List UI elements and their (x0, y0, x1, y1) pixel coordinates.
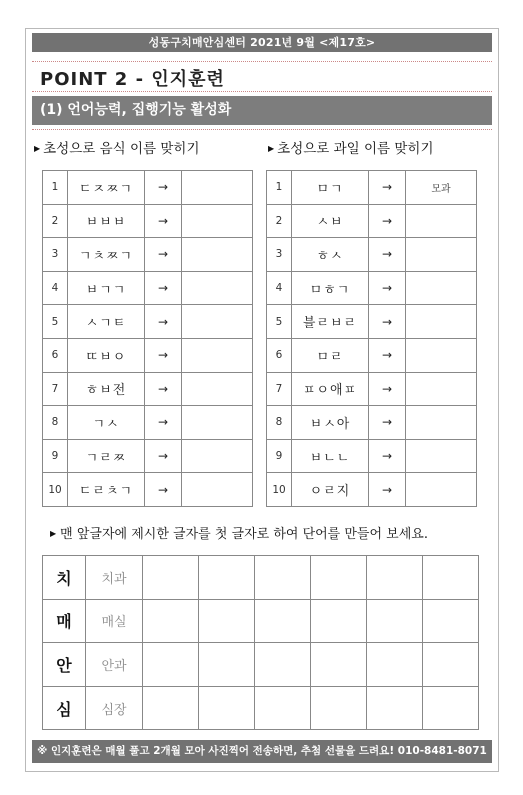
initial-consonant-hint: 블ㄹㅂㄹ (292, 305, 369, 339)
initial-consonant-hint: ㅁㄱ (292, 171, 369, 205)
blank-word-cell[interactable] (367, 643, 423, 687)
blank-word-cell[interactable] (311, 556, 367, 600)
answer-cell[interactable] (182, 238, 253, 272)
row-number: 4 (43, 271, 68, 305)
blank-word-cell[interactable] (367, 556, 423, 600)
row-number: 6 (43, 338, 68, 372)
arrow-icon: → (369, 372, 406, 406)
quiz-row (43, 271, 253, 305)
row-number: 5 (267, 305, 292, 339)
quiz-row (267, 406, 477, 440)
blank-word-cell[interactable] (143, 556, 199, 600)
right-quiz-heading-text: 초성으로 과일 이름 맞히기 (277, 141, 434, 157)
arrow-icon: → (369, 439, 406, 473)
answer-cell[interactable] (406, 338, 477, 372)
divider (32, 61, 492, 62)
blank-word-cell[interactable] (367, 686, 423, 730)
blank-word-cell[interactable] (423, 643, 479, 687)
triangle-bullet-icon: ▶ (268, 144, 275, 153)
word-row (43, 686, 479, 730)
row-number: 5 (43, 305, 68, 339)
row-number: 6 (267, 338, 292, 372)
triangle-bullet-icon: ▶ (34, 144, 41, 153)
word-row (43, 556, 479, 600)
worksheet-page (25, 28, 499, 772)
row-number: 9 (267, 439, 292, 473)
arrow-icon: → (369, 338, 406, 372)
initial-consonant-hint: ㅂㄴㄴ (292, 439, 369, 473)
blank-word-cell[interactable] (423, 556, 479, 600)
row-number: 4 (267, 271, 292, 305)
row-number: 10 (267, 473, 292, 507)
word-game-instruction (50, 523, 428, 542)
starting-character: 심 (43, 686, 86, 730)
blank-word-cell[interactable] (255, 643, 311, 687)
blank-word-cell[interactable] (367, 599, 423, 643)
answer-cell[interactable] (406, 271, 477, 305)
quiz-row (43, 406, 253, 440)
initial-consonant-hint: ㅁㅎㄱ (292, 271, 369, 305)
blank-word-cell[interactable] (199, 556, 255, 600)
answer-cell[interactable] (182, 171, 253, 205)
right-quiz-heading (268, 137, 433, 157)
arrow-icon: → (145, 271, 182, 305)
arrow-icon: → (145, 338, 182, 372)
blank-word-cell[interactable] (199, 599, 255, 643)
example-word: 치과 (86, 556, 143, 600)
initial-consonant-hint: ㅂㅅ아 (292, 406, 369, 440)
word-game-instruction-text: 맨 앞글자에 제시한 글자를 첫 글자로 하여 단어를 만들어 보세요. (60, 527, 428, 542)
blank-word-cell[interactable] (199, 643, 255, 687)
footer-notice: ※ 인지훈련은 매월 풀고 2개월 모아 사진찍어 전송하면, 추첨 선물을 드려요! 010-8481-8071 (32, 740, 492, 763)
arrow-icon: → (145, 406, 182, 440)
initial-consonant-hint: ㅍㅇ애ㅍ (292, 372, 369, 406)
initial-consonant-hint: ㅁㄹ (292, 338, 369, 372)
initial-consonant-hint: ㅂㄱㄱ (68, 271, 145, 305)
arrow-icon: → (145, 238, 182, 272)
initial-consonant-hint: ㄸㅂㅇ (68, 338, 145, 372)
answer-cell[interactable] (406, 238, 477, 272)
answer-cell[interactable] (406, 372, 477, 406)
left-quiz-heading (34, 137, 199, 157)
blank-word-cell[interactable] (423, 599, 479, 643)
section-heading: (1) 언어능력, 집행기능 활성화 (32, 96, 492, 125)
blank-word-cell[interactable] (143, 686, 199, 730)
blank-word-cell[interactable] (311, 643, 367, 687)
quiz-row (43, 238, 253, 272)
quiz-row (43, 171, 253, 205)
quiz-row (267, 238, 477, 272)
arrow-icon: → (145, 204, 182, 238)
initial-consonant-hint: ㅅㅂ (292, 204, 369, 238)
row-number: 2 (43, 204, 68, 238)
starting-character: 안 (43, 643, 86, 687)
arrow-icon: → (369, 406, 406, 440)
initial-consonant-hint: ㅎㅅ (292, 238, 369, 272)
answer-cell[interactable] (406, 305, 477, 339)
row-number: 3 (267, 238, 292, 272)
quiz-row (267, 271, 477, 305)
answer-cell[interactable] (182, 305, 253, 339)
blank-word-cell[interactable] (255, 686, 311, 730)
row-number: 10 (43, 473, 68, 507)
starting-character: 치 (43, 556, 86, 600)
example-word: 심장 (86, 686, 143, 730)
answer-cell[interactable] (182, 271, 253, 305)
fruit-quiz-table (266, 170, 477, 507)
row-number: 3 (43, 238, 68, 272)
food-quiz-table (42, 170, 253, 507)
row-number: 8 (267, 406, 292, 440)
blank-word-cell[interactable] (255, 556, 311, 600)
arrow-icon: → (145, 305, 182, 339)
quiz-row (43, 305, 253, 339)
row-number: 1 (43, 171, 68, 205)
row-number: 2 (267, 204, 292, 238)
arrow-icon: → (369, 473, 406, 507)
quiz-row (267, 372, 477, 406)
word-row (43, 643, 479, 687)
quiz-row (267, 171, 477, 205)
arrow-icon: → (145, 372, 182, 406)
quiz-row (43, 372, 253, 406)
answer-cell[interactable] (406, 473, 477, 507)
row-number: 7 (267, 372, 292, 406)
newsletter-header-bar: 성동구치매안심센터 2021년 9월 <제17호> (32, 33, 492, 52)
answer-cell[interactable] (406, 439, 477, 473)
arrow-icon: → (145, 473, 182, 507)
left-quiz-heading-text: 초성으로 음식 이름 맞히기 (43, 141, 200, 157)
initial-consonant-hint: ㅇㄹ지 (292, 473, 369, 507)
blank-word-cell[interactable] (255, 599, 311, 643)
arrow-icon: → (145, 439, 182, 473)
answer-cell[interactable] (406, 406, 477, 440)
page-title: POINT 2 - 인지훈련 (40, 69, 225, 90)
triangle-bullet-icon: ▶ (50, 529, 57, 538)
blank-word-cell[interactable] (143, 643, 199, 687)
quiz-row (267, 338, 477, 372)
row-number: 8 (43, 406, 68, 440)
initial-consonant-hint: ㅎㅂ전 (68, 372, 145, 406)
initial-consonant-hint: ㅅㄱㅌ (68, 305, 145, 339)
blank-word-cell[interactable] (423, 686, 479, 730)
divider (32, 129, 492, 130)
initial-consonant-hint: ㄱㅅ (68, 406, 145, 440)
blank-word-cell[interactable] (311, 599, 367, 643)
quiz-row (43, 439, 253, 473)
initial-consonant-hint: ㄱㄹㅉ (68, 439, 145, 473)
answer-cell[interactable]: 모과 (406, 171, 477, 205)
initial-consonant-hint: ㄱㅊㅉㄱ (68, 238, 145, 272)
initial-consonant-hint: ㄷㅈㅉㄱ (68, 171, 145, 205)
arrow-icon: → (369, 271, 406, 305)
answer-cell[interactable] (182, 204, 253, 238)
initial-consonant-hint: ㅂㅂㅂ (68, 204, 145, 238)
example-word: 안과 (86, 643, 143, 687)
starting-character: 매 (43, 599, 86, 643)
answer-cell[interactable] (182, 439, 253, 473)
divider (32, 91, 492, 92)
answer-cell[interactable] (182, 406, 253, 440)
quiz-row (43, 204, 253, 238)
answer-cell[interactable] (182, 372, 253, 406)
quiz-row (43, 338, 253, 372)
arrow-icon: → (145, 171, 182, 205)
quiz-row (267, 204, 477, 238)
row-number: 1 (267, 171, 292, 205)
answer-cell[interactable] (182, 473, 253, 507)
quiz-row (267, 439, 477, 473)
arrow-icon: → (369, 204, 406, 238)
quiz-row (267, 305, 477, 339)
answer-cell[interactable] (182, 338, 253, 372)
arrow-icon: → (369, 305, 406, 339)
word-game-table (42, 555, 479, 730)
quiz-row (43, 473, 253, 507)
quiz-row (267, 473, 477, 507)
arrow-icon: → (369, 171, 406, 205)
word-row (43, 599, 479, 643)
blank-word-cell[interactable] (199, 686, 255, 730)
example-word: 매실 (86, 599, 143, 643)
arrow-icon: → (369, 238, 406, 272)
blank-word-cell[interactable] (143, 599, 199, 643)
initial-consonant-hint: ㄷㄹㅊㄱ (68, 473, 145, 507)
row-number: 9 (43, 439, 68, 473)
blank-word-cell[interactable] (311, 686, 367, 730)
answer-cell[interactable] (406, 204, 477, 238)
row-number: 7 (43, 372, 68, 406)
